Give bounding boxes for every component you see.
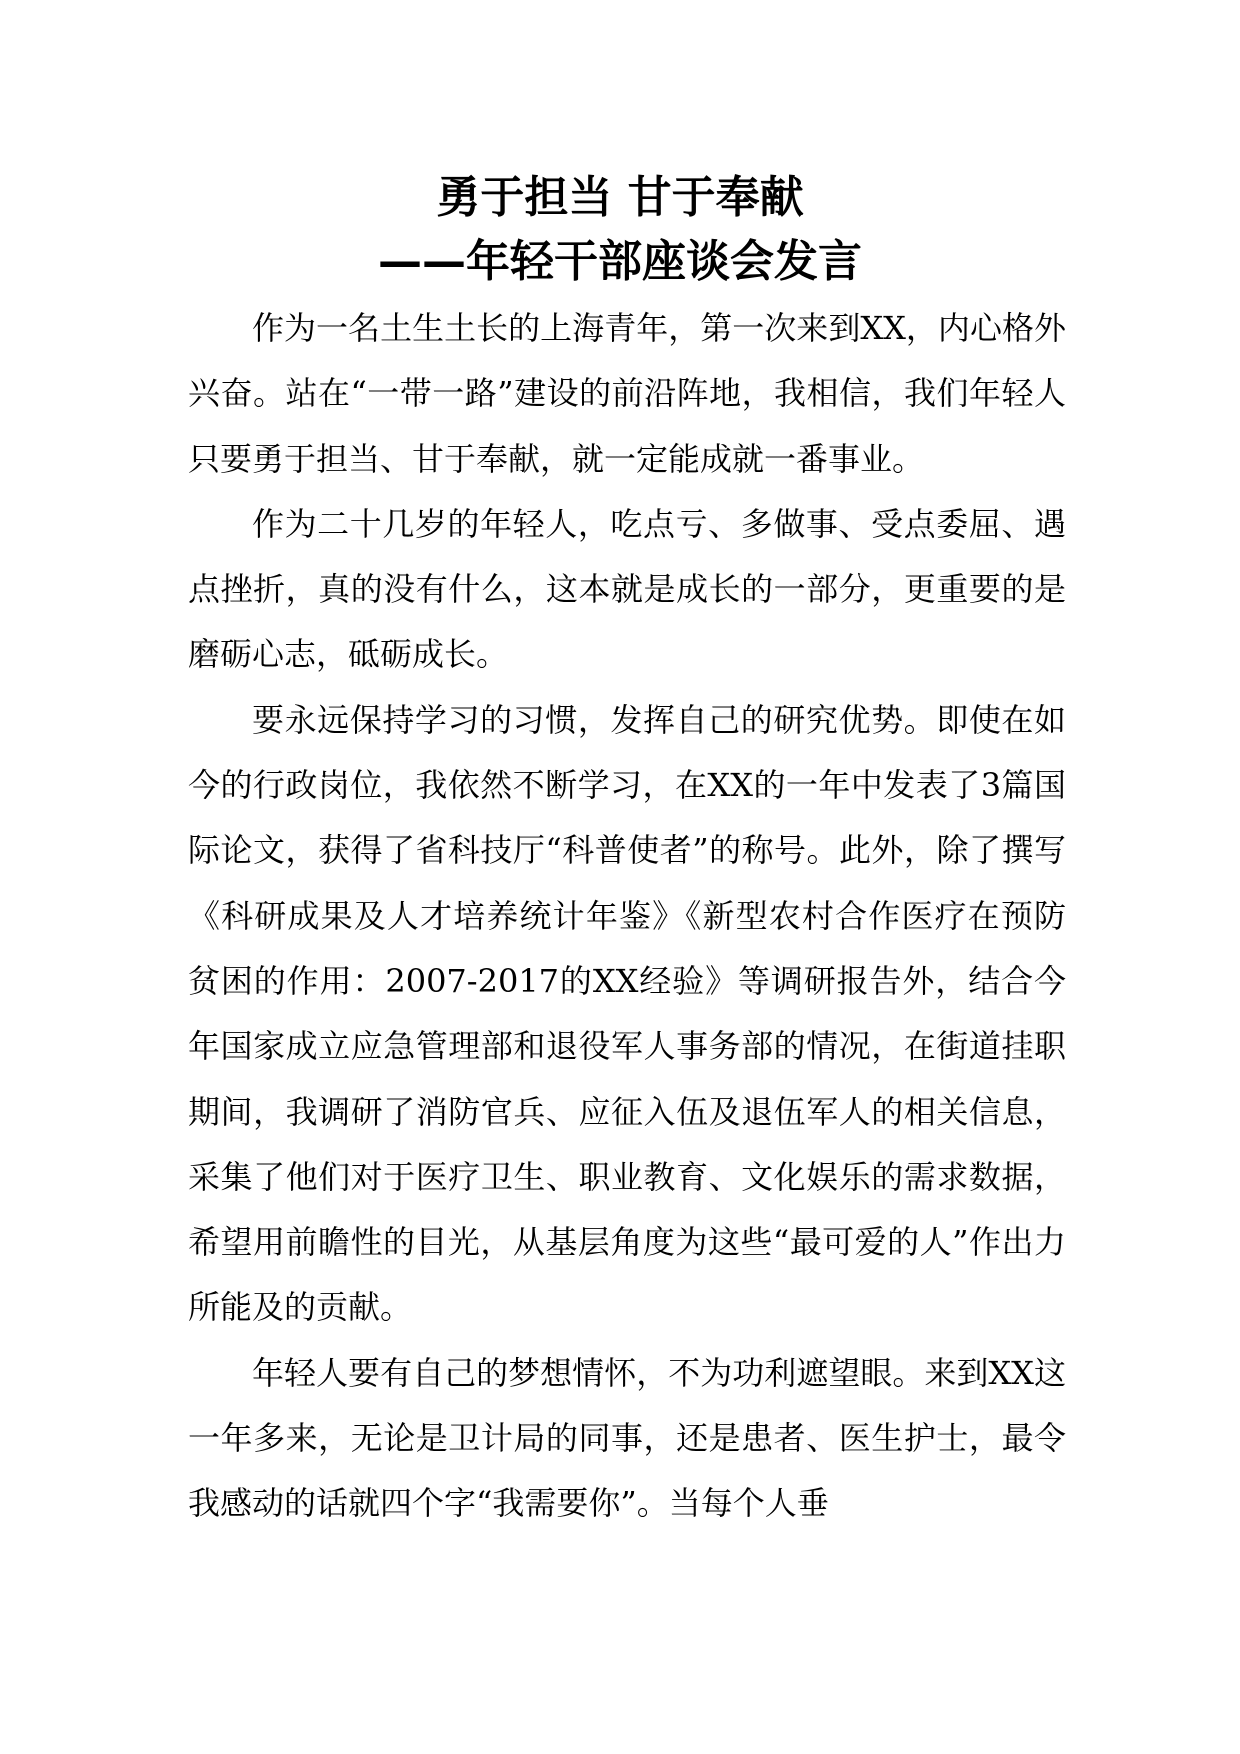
document-title: 勇于担当 甘于奉献 [436,172,804,223]
document-subtitle: ——年轻干部座谈会发言 [378,236,862,287]
document-body [188,296,1066,1537]
title-block [0,166,1240,294]
paragraph-4: 年轻人要有自己的梦想情怀，不为功利遮望眼。来到XX这一年多来，无论是卫计局的同事，还是患者、医生护士，最令我感动的话就四个字“我需要你”。当每个人垂 [188,1353,1066,1523]
paragraph-3: 要永远保持学习的习惯，发挥自己的研究优势。即使在如今的行政岗位，我依然不断学习，在XX的一年中发表了3篇国际论文，获得了省科技厅“科普使者”的称号。此外，除了撰写《科研成果及人才培养统计年鉴》《新型农村合作医疗在预防贫困的作用：2007-2017的XX经验》等调研报告外，结合今年国家成立应急管理部和退役军人事务部的情况，在街道挂职期间，我调研了消防官兵、应征入伍及退伍军人的相关信息，采集了他们对于医疗卫生、职业教育、文化娱乐的需求数据，希望用前瞻性的目光，从基层角度为这些“最可爱的人”作出力所能及的贡献。 [188,700,1066,1327]
paragraph-1: 作为一名土生土长的上海青年，第一次来到XX，内心格外兴奋。站在“一带一路”建设的前沿阵地，我相信，我们年轻人只要勇于担当、甘于奉献，就一定能成就一番事业。 [188,309,1066,478]
paragraph-2: 作为二十几岁的年轻人，吃点亏、多做事、受点委屈、遇点挫折，真的没有什么，这本就是成长的一部分，更重要的是磨砺心志，砥砺成长。 [188,504,1066,674]
